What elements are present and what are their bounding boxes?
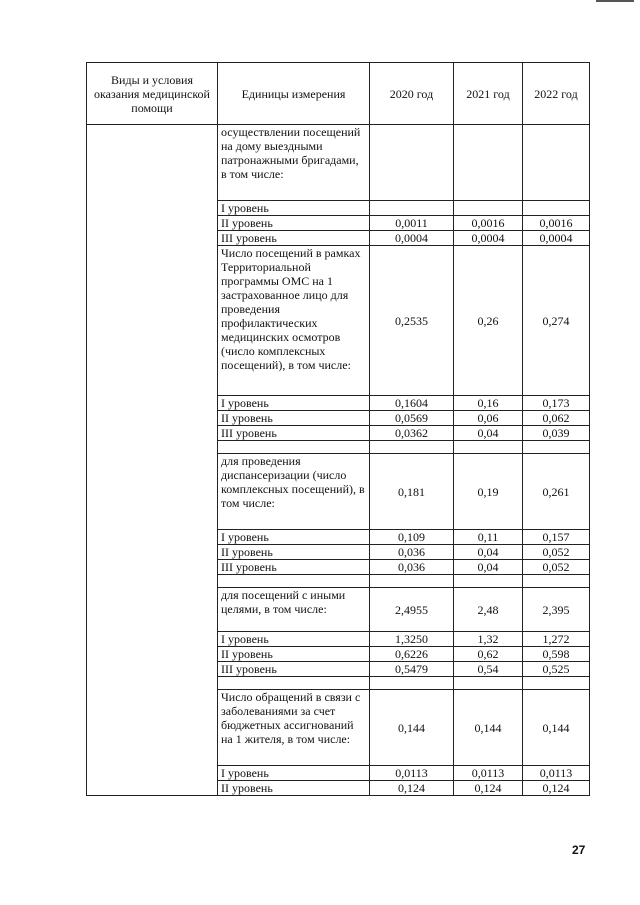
row-label: II уровень [218,781,370,796]
row-label: Число посещений в рамках Территориальной программы ОМС на 1 застрахованное лицо для проведения профилактических медицинских осмотров (число комплексных посещений), в том числе: [218,246,370,396]
row-label: III уровень [218,560,370,575]
value-2020: 0,036 [370,560,454,575]
value-2020: 0,124 [370,781,454,796]
healthcare-volume-table [86,62,590,796]
value-2022: 0,598 [523,647,590,662]
header-2021: 2021 год [454,63,523,125]
scan-edge-mark [596,0,634,2]
value-2020: 0,0569 [370,411,454,426]
value-2021: 0,144 [454,690,523,766]
value-2020: 1,3250 [370,632,454,647]
header-2022: 2022 год [523,63,590,125]
value-2022 [523,125,590,201]
value-2021: 2,48 [454,588,523,632]
value-2021: 0,04 [454,560,523,575]
value-2022: 0,0016 [523,216,590,231]
row-label: III уровень [218,662,370,677]
value-2020: 0,5479 [370,662,454,677]
value-2020: 0,0004 [370,231,454,246]
value-2021: 0,54 [454,662,523,677]
page-number: 27 [572,843,586,857]
row-label: I уровень [218,530,370,545]
row-label: осуществлении посещений на дому выездными патронажными бригадами, в том числе: [218,125,370,201]
value-2020: 0,0113 [370,766,454,781]
row-label: II уровень [218,411,370,426]
value-2020: 0,0362 [370,426,454,441]
value-2022: 0,157 [523,530,590,545]
value-2020: 0,144 [370,690,454,766]
header-row [87,63,590,125]
row-label: для проведения диспансеризации (число комплексных посещений), в том числе: [218,454,370,530]
value-2021: 0,06 [454,411,523,426]
value-2021: 0,11 [454,530,523,545]
value-2022: 0,124 [523,781,590,796]
header-type-of-care: Виды и условия оказания медицинской помощи [87,63,218,125]
value-2022: 2,395 [523,588,590,632]
table-container [86,62,590,796]
row-label: III уровень [218,231,370,246]
row-label: I уровень [218,396,370,411]
value-2020: 0,6226 [370,647,454,662]
value-2020: 2,4955 [370,588,454,632]
value-2020: 0,036 [370,545,454,560]
value-2021 [454,201,523,216]
table-row [87,125,590,201]
value-2020: 0,0011 [370,216,454,231]
row-label: II уровень [218,647,370,662]
value-2022: 0,261 [523,454,590,530]
value-2022: 0,052 [523,560,590,575]
row-label: II уровень [218,545,370,560]
value-2022: 1,272 [523,632,590,647]
value-2022: 0,0113 [523,766,590,781]
value-2021: 0,16 [454,396,523,411]
value-2021: 0,62 [454,647,523,662]
value-2022: 0,062 [523,411,590,426]
value-2020: 0,1604 [370,396,454,411]
row-label: III уровень [218,426,370,441]
value-2021: 0,0113 [454,766,523,781]
value-2020 [370,125,454,201]
value-2020 [370,201,454,216]
value-2021 [454,125,523,201]
value-2021: 1,32 [454,632,523,647]
value-2021: 0,19 [454,454,523,530]
value-2022: 0,173 [523,396,590,411]
row-label: Число обращений в связи с заболеваниями за счет бюджетных ассигнований на 1 жителя, в том числе: [218,690,370,766]
value-2022: 0,144 [523,690,590,766]
value-2022 [523,201,590,216]
value-2020: 0,2535 [370,246,454,396]
row-label: I уровень [218,632,370,647]
value-2020: 0,181 [370,454,454,530]
value-2021: 0,04 [454,426,523,441]
value-2022: 0,039 [523,426,590,441]
row-label: I уровень [218,766,370,781]
value-2021: 0,0004 [454,231,523,246]
value-2022: 0,052 [523,545,590,560]
value-2022: 0,525 [523,662,590,677]
header-2020: 2020 год [370,63,454,125]
header-unit: Единицы измерения [218,63,370,125]
value-2021: 0,04 [454,545,523,560]
value-2022: 0,274 [523,246,590,396]
type-of-care-cell [87,125,218,796]
value-2020: 0,109 [370,530,454,545]
value-2021: 0,26 [454,246,523,396]
value-2022: 0,0004 [523,231,590,246]
row-label: для посещений с иными целями, в том числе: [218,588,370,632]
row-label: I уровень [218,201,370,216]
value-2021: 0,124 [454,781,523,796]
value-2021: 0,0016 [454,216,523,231]
row-label: II уровень [218,216,370,231]
